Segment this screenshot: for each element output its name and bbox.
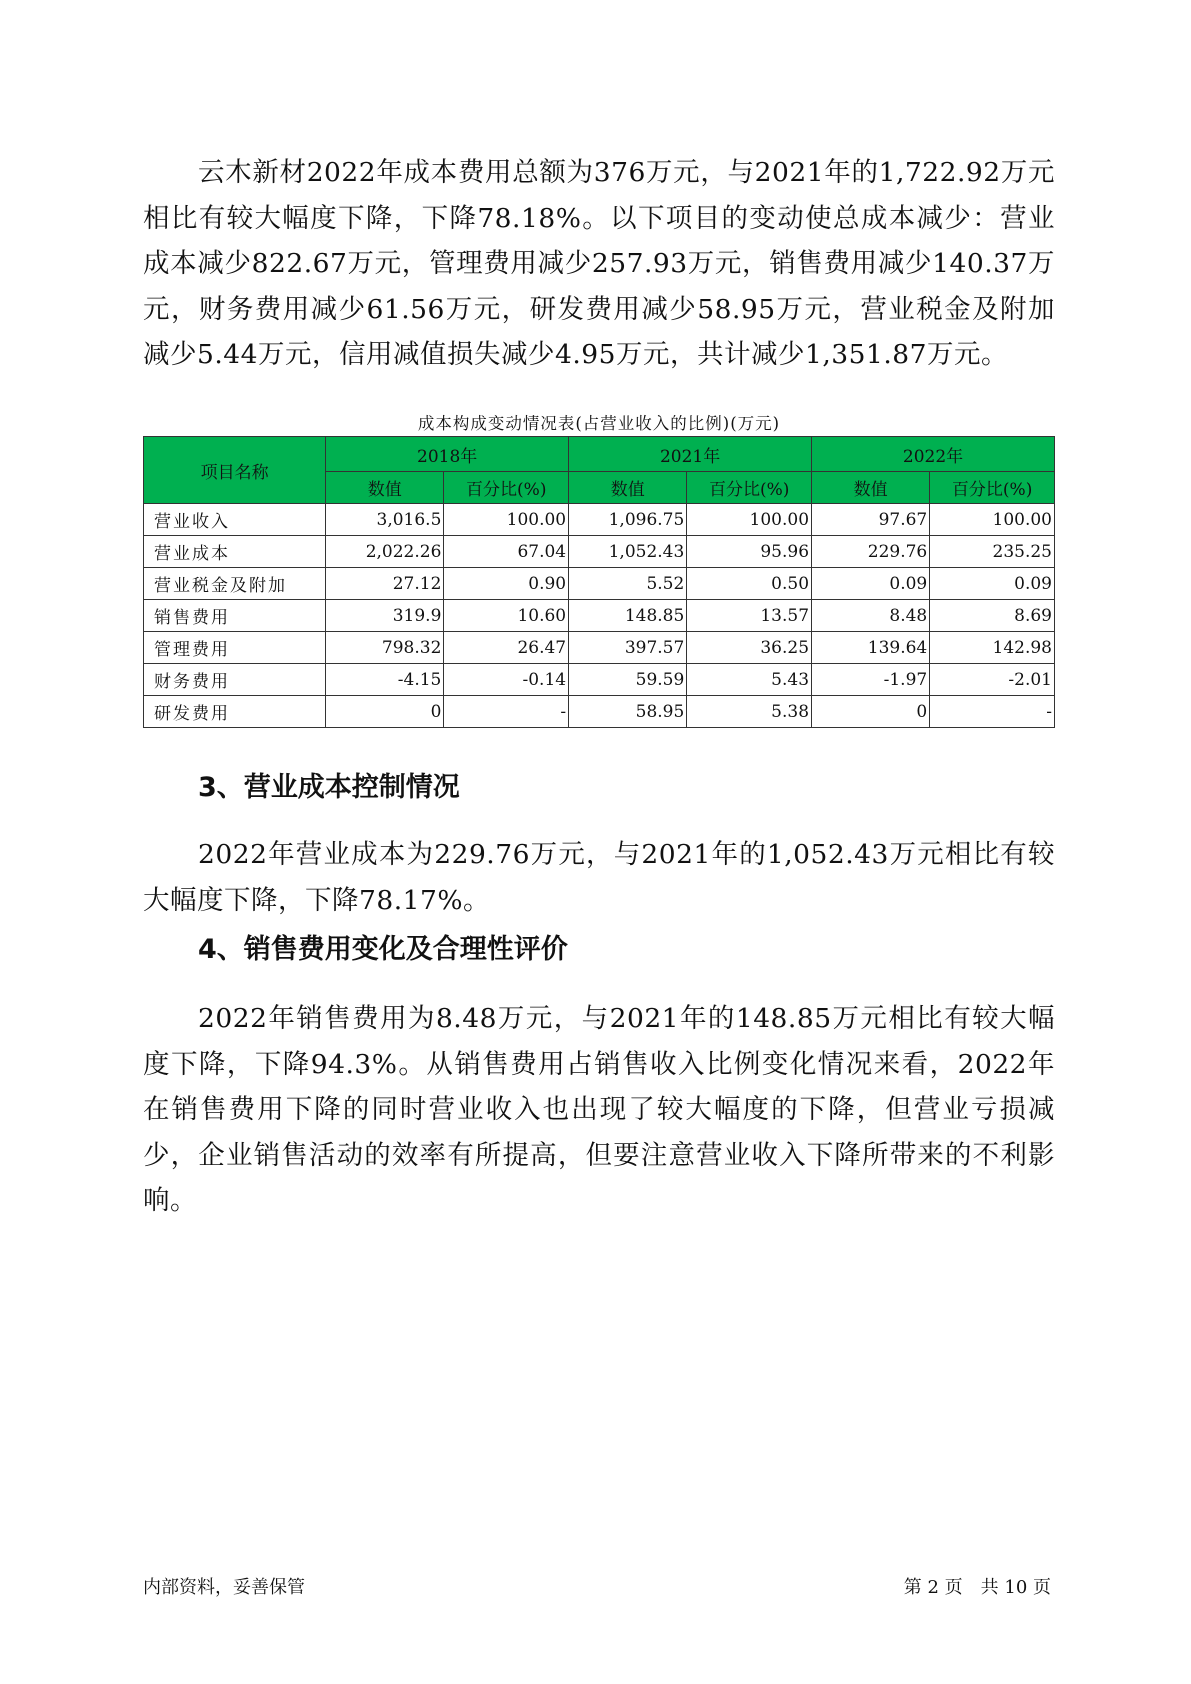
table-row (144, 504, 1055, 536)
row-label: 销售费用 (144, 600, 326, 632)
cell-percent: 67.04 (444, 536, 569, 568)
table-row (144, 696, 1055, 728)
cell-percent: 142.98 (930, 632, 1055, 664)
header-year-2018: 2018年 (326, 437, 569, 472)
cell-percent: -2.01 (930, 664, 1055, 696)
table-row (144, 568, 1055, 600)
footer-confidential-note: 内部资料，妥善保管 (143, 1577, 305, 1598)
row-label: 研发费用 (144, 696, 326, 728)
cell-percent: 36.25 (687, 632, 812, 664)
cell-percent: 100.00 (444, 504, 569, 536)
cell-value: 148.85 (569, 600, 687, 632)
cell-percent: 0.50 (687, 568, 812, 600)
cell-value: 3,016.5 (326, 504, 444, 536)
cell-percent: 100.00 (930, 504, 1055, 536)
cell-value: 8.48 (812, 600, 930, 632)
cell-percent: 0.09 (930, 568, 1055, 600)
header-percent: 百分比(%) (930, 472, 1055, 504)
header-year-2022: 2022年 (812, 437, 1055, 472)
cell-value: 139.64 (812, 632, 930, 664)
footer-page-number: 第 2 页 共 10 页 (903, 1577, 1051, 1598)
cell-percent: 5.38 (687, 696, 812, 728)
paragraph-operating-cost: 2022年营业成本为229.76万元，与2021年的1,052.43万元相比有较大幅度下降，下降78.17%。 (143, 839, 1055, 916)
cell-value: 0.09 (812, 568, 930, 600)
cell-percent: -0.14 (444, 664, 569, 696)
row-label: 营业成本 (144, 536, 326, 568)
section-heading-operating-cost: 3、营业成本控制情况 (198, 772, 460, 803)
cell-value: 229.76 (812, 536, 930, 568)
header-item-name: 项目名称 (144, 437, 326, 504)
cell-percent: 100.00 (687, 504, 812, 536)
section-heading-sales-expense: 4、销售费用变化及合理性评价 (198, 934, 568, 965)
cell-value: 5.52 (569, 568, 687, 600)
cost-structure-table (143, 436, 1055, 728)
cell-value: 319.9 (326, 600, 444, 632)
cell-value: 1,052.43 (569, 536, 687, 568)
header-value: 数值 (569, 472, 687, 504)
cell-value: -1.97 (812, 664, 930, 696)
header-percent: 百分比(%) (687, 472, 812, 504)
cell-percent: - (930, 696, 1055, 728)
cell-percent: 26.47 (444, 632, 569, 664)
row-label: 管理费用 (144, 632, 326, 664)
cell-percent: 10.60 (444, 600, 569, 632)
table-row (144, 600, 1055, 632)
cell-percent: - (444, 696, 569, 728)
table-caption: 成本构成变动情况表(占营业收入的比例)(万元) (417, 414, 781, 433)
cell-value: 59.59 (569, 664, 687, 696)
cell-value: 1,096.75 (569, 504, 687, 536)
row-label: 营业税金及附加 (144, 568, 326, 600)
table-row (144, 664, 1055, 696)
table-row (144, 632, 1055, 664)
cell-percent: 5.43 (687, 664, 812, 696)
header-year-2021: 2021年 (569, 437, 812, 472)
cell-percent: 235.25 (930, 536, 1055, 568)
cell-percent: 13.57 (687, 600, 812, 632)
cell-value: 27.12 (326, 568, 444, 600)
cell-percent: 0.90 (444, 568, 569, 600)
cell-percent: 95.96 (687, 536, 812, 568)
header-value: 数值 (812, 472, 930, 504)
cell-value: 0 (326, 696, 444, 728)
cell-value: 97.67 (812, 504, 930, 536)
paragraph-sales-expense: 2022年销售费用为8.48万元，与2021年的148.85万元相比有较大幅度下降，下降94.3%。从销售费用占销售收入比例变化情况来看，2022年在销售费用下降的同时营业收入也出现了较大幅度的下降，但营业亏损减少，企业销售活动的效率有所提高，但要注意营业收入下降所带来的不利影响。 (143, 1003, 1055, 1216)
row-label: 营业收入 (144, 504, 326, 536)
cell-percent: 8.69 (930, 600, 1055, 632)
cell-value: -4.15 (326, 664, 444, 696)
paragraph-cost-summary: 云木新材2022年成本费用总额为376万元，与2021年的1,722.92万元相比有较大幅度下降，下降78.18%。以下项目的变动使总成本减少：营业成本减少822.67万元，管理费用减少257.93万元，销售费用减少140.37万元，财务费用减少61.56万元，研发费用减少58.95万元，营业税金及附加减少5.44万元，信用减值损失减少4.95万元，共计减少1,351.87万元。 (143, 157, 1055, 370)
cell-value: 0 (812, 696, 930, 728)
cell-value: 58.95 (569, 696, 687, 728)
header-value: 数值 (326, 472, 444, 504)
table-row (144, 536, 1055, 568)
cell-value: 2,022.26 (326, 536, 444, 568)
cell-value: 798.32 (326, 632, 444, 664)
row-label: 财务费用 (144, 664, 326, 696)
cell-value: 397.57 (569, 632, 687, 664)
header-percent: 百分比(%) (444, 472, 569, 504)
